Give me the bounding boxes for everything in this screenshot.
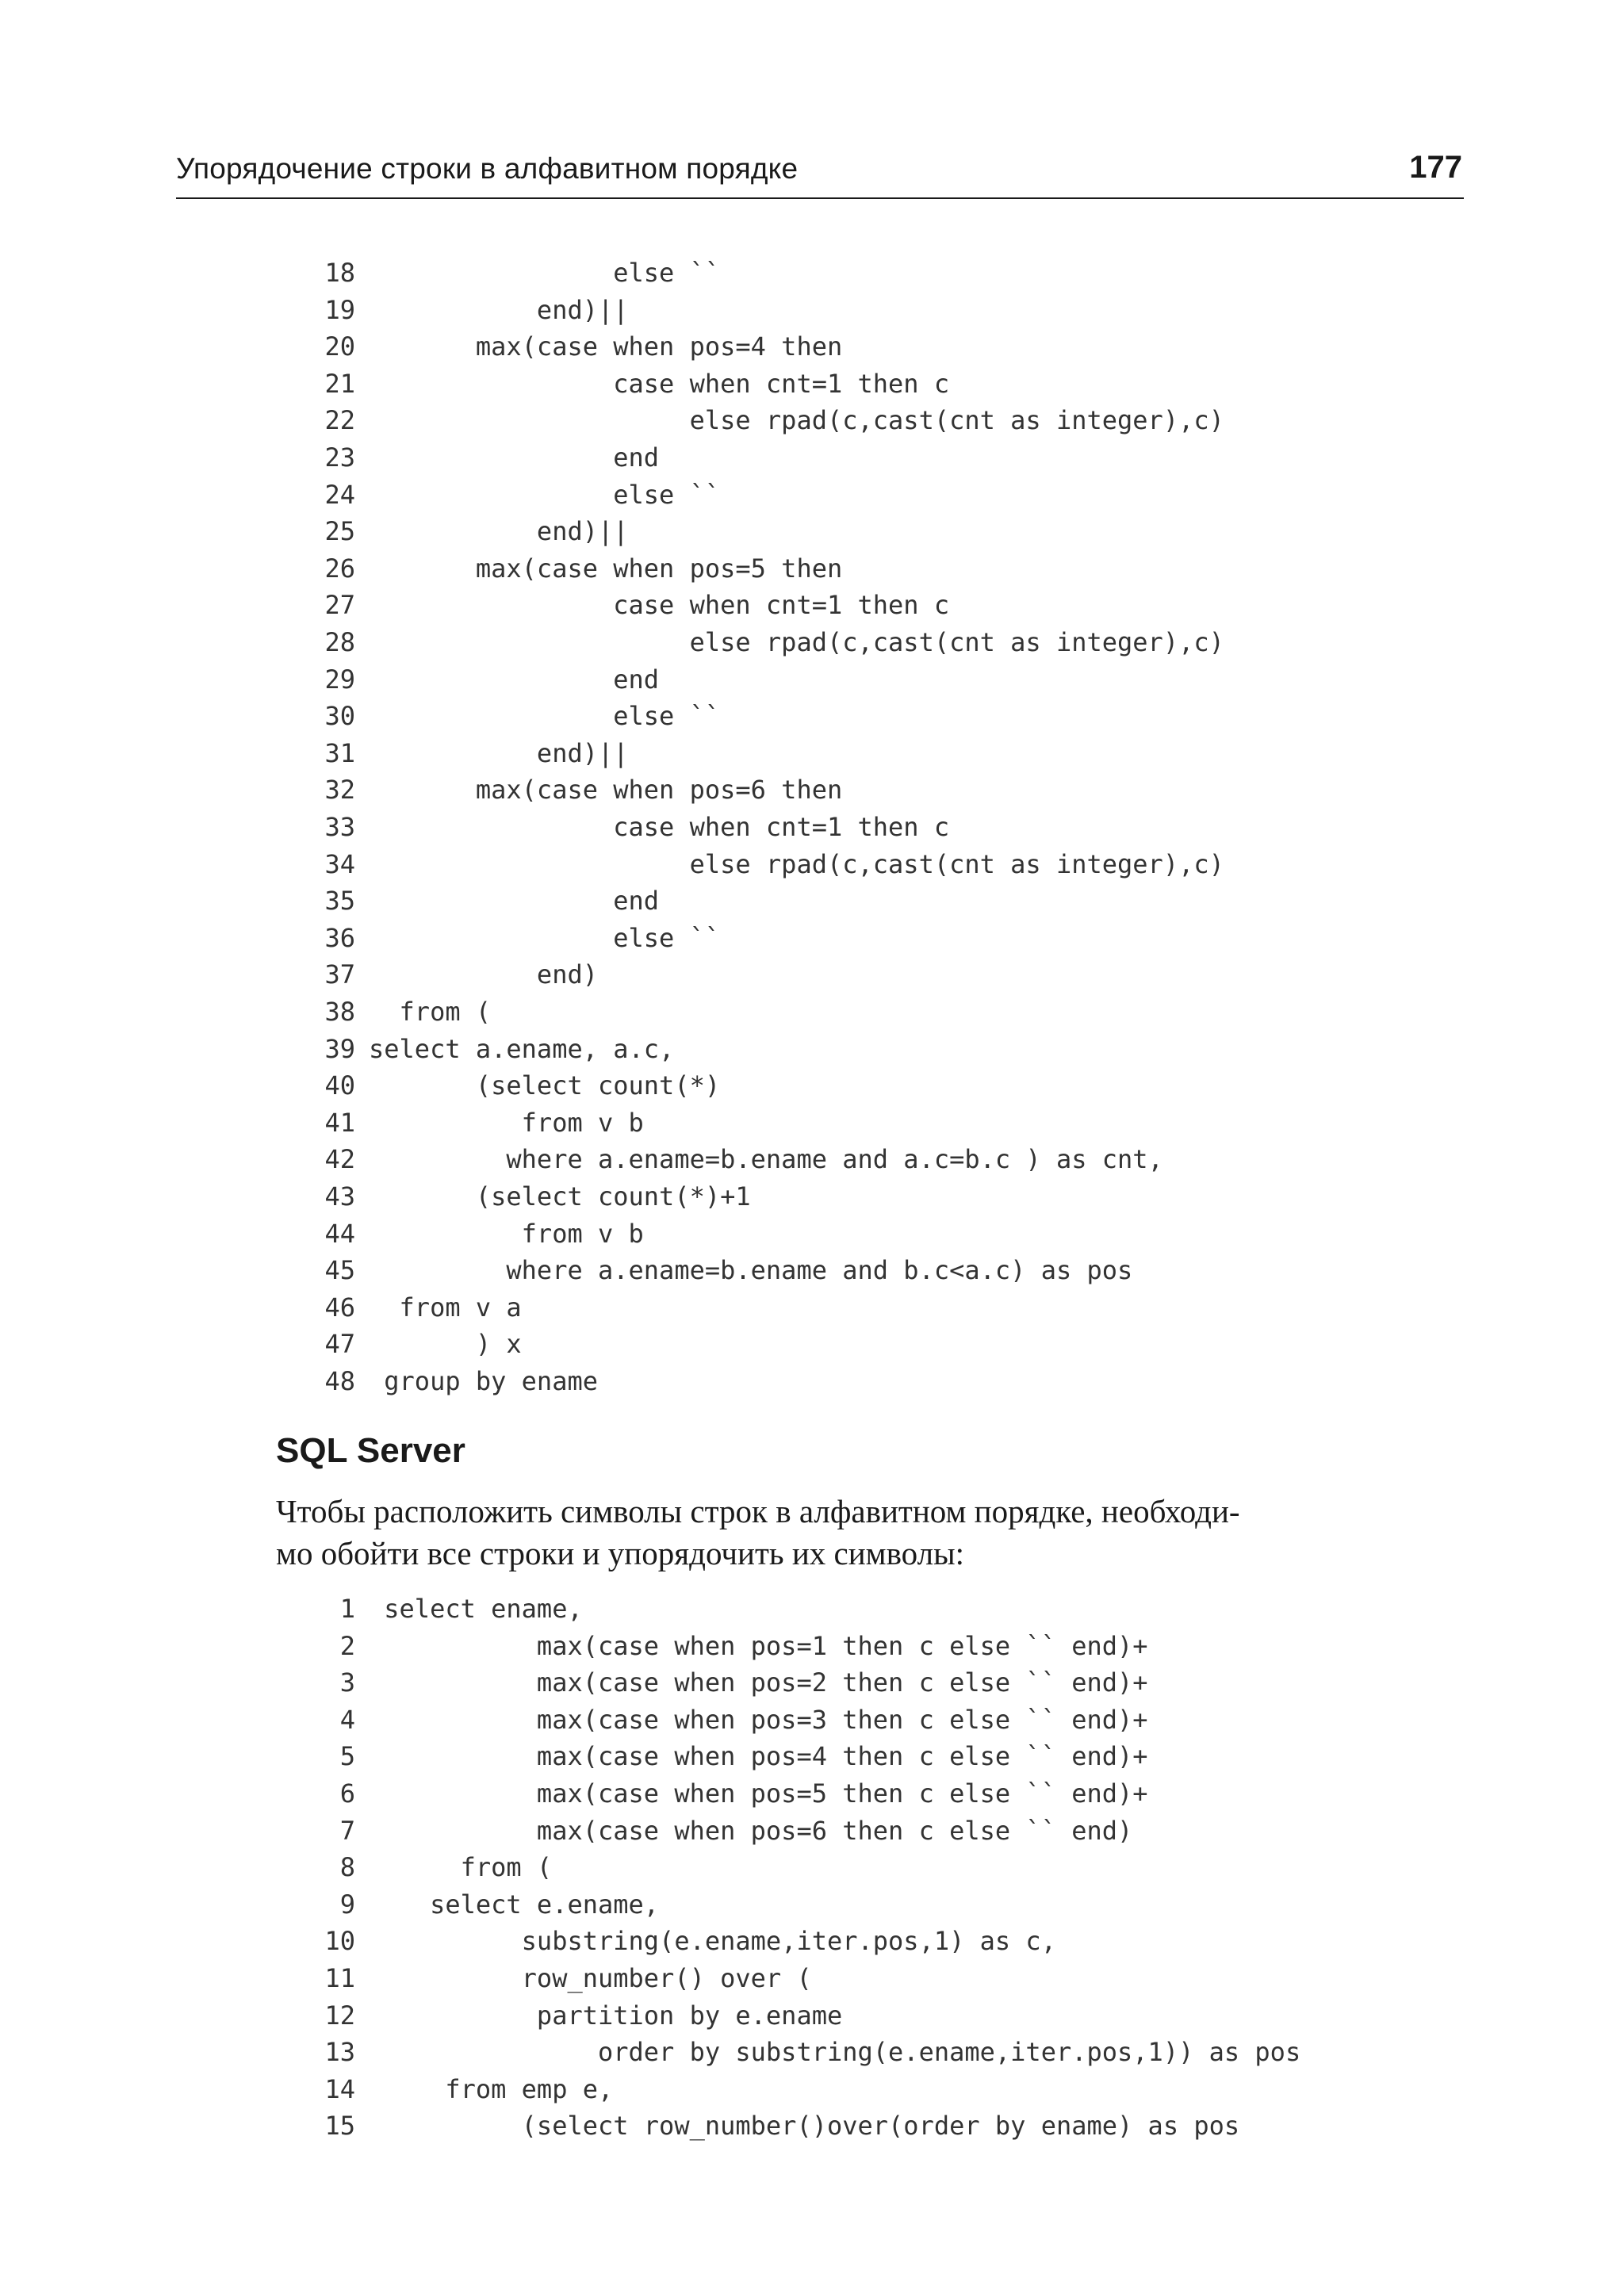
running-header — [176, 149, 1464, 189]
code-text: select a.ename, a.c, — [369, 1033, 675, 1064]
code-line — [0, 1141, 1624, 1177]
line-number: 7 — [339, 1815, 355, 1846]
code-line — [0, 1178, 1624, 1215]
line-number: 12 — [324, 2000, 355, 2031]
code-line — [0, 1849, 1624, 1885]
code-line — [0, 1289, 1624, 1326]
line-number: 46 — [324, 1292, 355, 1323]
code-text: from ( — [369, 1852, 553, 1883]
line-number: 47 — [324, 1329, 355, 1360]
line-number: 33 — [324, 812, 355, 842]
code-text: end)|| — [369, 516, 629, 547]
code-line — [0, 1215, 1624, 1252]
code-line — [0, 1326, 1624, 1362]
code-line — [0, 882, 1624, 919]
code-text: end)|| — [369, 294, 629, 325]
code-line — [0, 735, 1624, 771]
line-number: 20 — [324, 331, 355, 362]
code-text: where a.ename=b.ename and a.c=b.c ) as cnt, — [369, 1144, 1163, 1175]
code-line — [0, 550, 1624, 587]
code-line — [0, 1031, 1624, 1067]
code-line — [0, 328, 1624, 365]
line-number: 22 — [324, 405, 355, 436]
code-text: row_number() over ( — [369, 1963, 812, 1993]
code-line — [0, 1886, 1624, 1923]
code-line — [0, 698, 1624, 734]
code-text: partition by e.ename — [369, 2000, 843, 2031]
line-number: 40 — [324, 1070, 355, 1101]
line-number: 3 — [339, 1667, 355, 1698]
code-line — [0, 846, 1624, 882]
code-text: else `` — [369, 258, 721, 288]
code-line — [0, 809, 1624, 845]
line-number: 45 — [324, 1255, 355, 1286]
line-number: 34 — [324, 848, 355, 879]
code-text: from emp e, — [369, 2073, 614, 2104]
line-number: 14 — [324, 2073, 355, 2104]
line-number: 13 — [324, 2037, 355, 2068]
line-number: 42 — [324, 1144, 355, 1175]
line-number: 1 — [339, 1594, 355, 1624]
line-number: 31 — [324, 737, 355, 768]
code-text: (select count(*)+1 — [369, 1181, 751, 1212]
code-line — [0, 2034, 1624, 2070]
code-text: case when cnt=1 then c — [369, 812, 950, 842]
line-number: 23 — [324, 442, 355, 473]
code-text: substring(e.ename,iter.pos,1) as c, — [369, 1926, 1056, 1957]
running-header-title: Упорядочение строки в алфавитном порядке — [176, 152, 799, 185]
code-text: max(case when pos=1 then c else `` end)+ — [369, 1630, 1148, 1661]
line-number: 4 — [339, 1704, 355, 1735]
line-number: 18 — [324, 258, 355, 288]
code-text: max(case when pos=6 then — [369, 775, 843, 806]
header-rule — [176, 197, 1464, 199]
line-number: 25 — [324, 516, 355, 547]
line-number: 21 — [324, 368, 355, 399]
code-line — [0, 513, 1624, 549]
code-line — [0, 1960, 1624, 1996]
line-number: 36 — [324, 922, 355, 953]
page-number: 177 — [1409, 150, 1462, 185]
code-line — [0, 1923, 1624, 1959]
section-heading: SQL Server — [276, 1431, 465, 1470]
line-number: 41 — [324, 1107, 355, 1138]
code-text: else `` — [369, 922, 721, 953]
line-number: 30 — [324, 701, 355, 732]
code-text: case when cnt=1 then c — [369, 368, 950, 399]
code-line — [0, 661, 1624, 698]
code-text: case when cnt=1 then c — [369, 590, 950, 621]
code-text: select e.ename, — [369, 1889, 660, 1920]
code-text: end) — [369, 959, 598, 990]
code-line — [0, 1067, 1624, 1104]
code-text: from v a — [369, 1292, 522, 1323]
code-line — [0, 956, 1624, 993]
code-text: else rpad(c,cast(cnt as integer),c) — [369, 627, 1224, 657]
code-line — [0, 477, 1624, 513]
code-text: (select row_number()over(order by ename) as pos — [369, 2111, 1240, 2142]
code-text: end)|| — [369, 737, 629, 768]
code-text: max(case when pos=4 then c else `` end)+ — [369, 1741, 1148, 1772]
code-text: max(case when pos=5 then c else `` end)+ — [369, 1778, 1148, 1809]
code-text: from ( — [369, 997, 492, 1027]
line-number: 15 — [324, 2111, 355, 2142]
code-text: max(case when pos=5 then — [369, 553, 843, 584]
line-number: 5 — [339, 1741, 355, 1772]
paragraph-line: мо обойти все строки и упорядочить их символы: — [276, 1535, 965, 1571]
code-text: max(case when pos=2 then c else `` end)+ — [369, 1667, 1148, 1698]
code-line — [0, 366, 1624, 402]
code-text: where a.ename=b.ename and b.c<a.c) as pos — [369, 1255, 1133, 1286]
code-text: end — [369, 442, 660, 473]
line-number: 24 — [324, 479, 355, 510]
code-line — [0, 1363, 1624, 1399]
code-text: (select count(*) — [369, 1070, 721, 1101]
code-line — [0, 1252, 1624, 1288]
line-number: 28 — [324, 627, 355, 657]
line-number: 19 — [324, 294, 355, 325]
code-text: else rpad(c,cast(cnt as integer),c) — [369, 848, 1224, 879]
line-number: 43 — [324, 1181, 355, 1212]
code-text: else rpad(c,cast(cnt as integer),c) — [369, 405, 1224, 436]
line-number: 29 — [324, 664, 355, 695]
code-text: max(case when pos=4 then — [369, 331, 843, 362]
code-line — [0, 993, 1624, 1030]
body-paragraph — [276, 1491, 1465, 1575]
code-line — [0, 771, 1624, 808]
line-number: 11 — [324, 1963, 355, 1993]
line-number: 9 — [339, 1889, 355, 1920]
code-line — [0, 1997, 1624, 2034]
code-text: else `` — [369, 701, 721, 732]
code-line — [0, 439, 1624, 476]
code-line — [0, 587, 1624, 623]
code-text: from v b — [369, 1107, 644, 1138]
code-text: select ename, — [369, 1594, 583, 1624]
line-number: 32 — [324, 775, 355, 806]
line-number: 6 — [339, 1778, 355, 1809]
code-line — [0, 2107, 1624, 2144]
code-text: end — [369, 664, 660, 695]
code-text: from v b — [369, 1218, 644, 1249]
line-number: 48 — [324, 1366, 355, 1396]
code-line — [0, 624, 1624, 660]
code-line — [0, 2071, 1624, 2107]
paragraph-line: Чтобы расположить символы строк в алфавитном порядке, необходи- — [276, 1493, 1240, 1529]
code-line — [0, 292, 1624, 328]
code-line — [0, 1775, 1624, 1812]
line-number: 8 — [339, 1852, 355, 1883]
code-line — [0, 1813, 1624, 1849]
code-line — [0, 255, 1624, 291]
code-text: ) x — [369, 1329, 522, 1360]
code-line — [0, 402, 1624, 438]
line-number: 44 — [324, 1218, 355, 1249]
code-line — [0, 1104, 1624, 1141]
line-number: 27 — [324, 590, 355, 621]
code-text: end — [369, 886, 660, 917]
code-line — [0, 1628, 1624, 1664]
line-number: 10 — [324, 1926, 355, 1957]
code-line — [0, 1664, 1624, 1701]
line-number: 26 — [324, 553, 355, 584]
line-number: 2 — [339, 1630, 355, 1661]
line-number: 39 — [324, 1033, 355, 1064]
line-number: 37 — [324, 959, 355, 990]
code-text: group by ename — [369, 1366, 598, 1396]
code-line — [0, 920, 1624, 956]
code-line — [0, 1738, 1624, 1774]
code-text: else `` — [369, 479, 721, 510]
code-line — [0, 1702, 1624, 1738]
code-text: max(case when pos=3 then c else `` end)+ — [369, 1704, 1148, 1735]
code-text: order by substring(e.ename,iter.pos,1)) as pos — [369, 2037, 1301, 2068]
line-number: 35 — [324, 886, 355, 917]
code-text: max(case when pos=6 then c else `` end) — [369, 1815, 1133, 1846]
code-line — [0, 1591, 1624, 1627]
line-number: 38 — [324, 997, 355, 1027]
